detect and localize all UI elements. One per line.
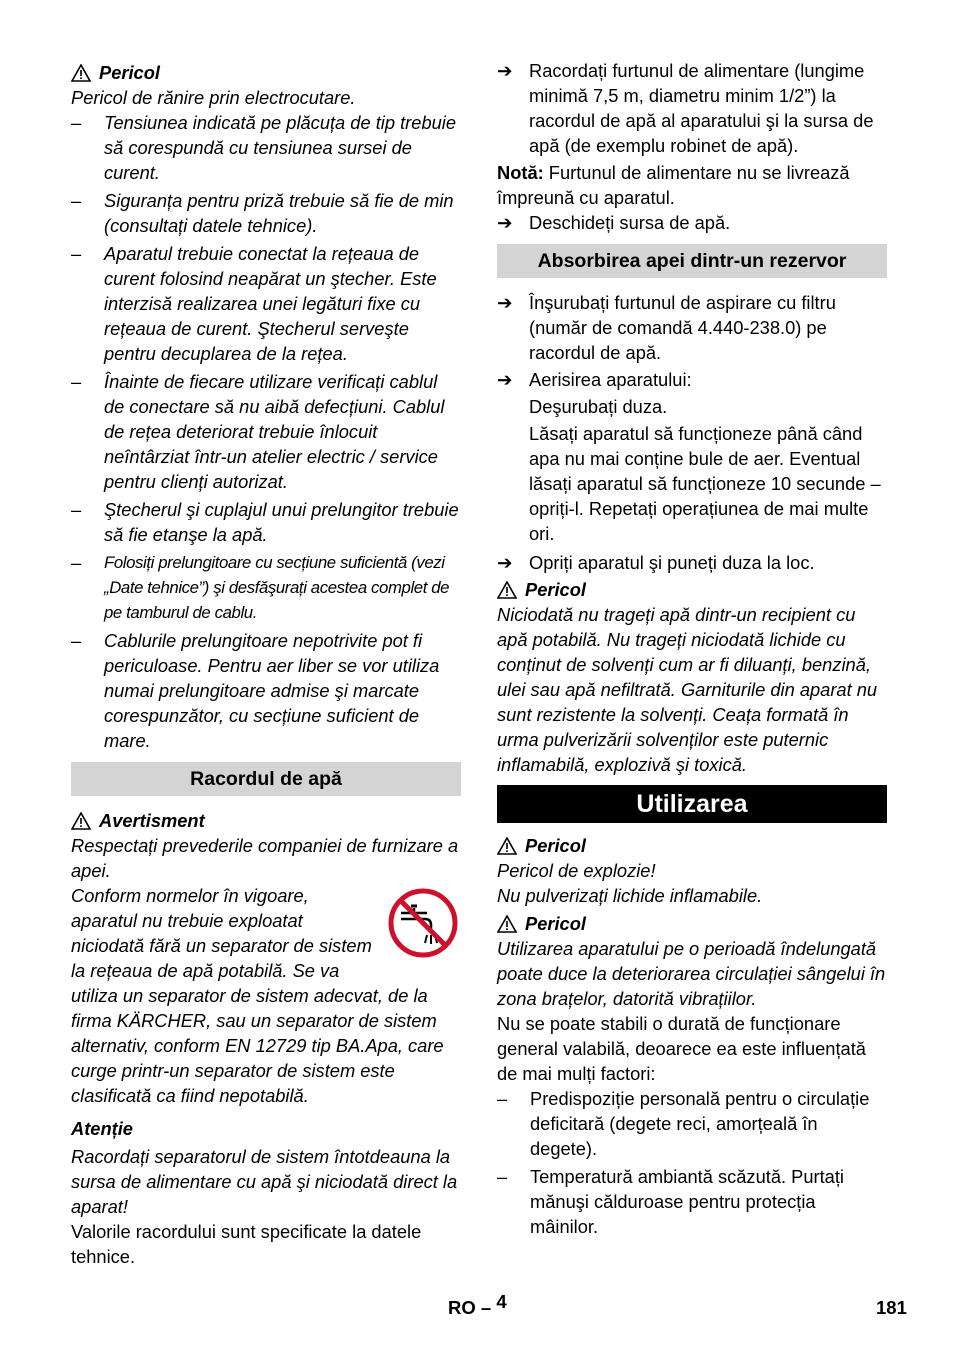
separator-text: Conform normelor în vigoare, aparatul nu trebuie exploatat niciodată fără un separator de sistem la rețeaua de apă potabilă. Se va utiliza un separator de sistem adecvat, de la firma KÄRCHER, sau un separator de sistem alternativ, conform EN 12729 tip BA.Apa, care curge printr-un separator de sistem este clasificată ca fiind nepotabilă.: [71, 885, 444, 1106]
danger-text: Utilizarea aparatului pe o perioadă îndelungată poate duce la deteriorarea circulației sângelui în zona brațelor, datorită vibrațiilor.: [497, 938, 886, 1009]
list-item-text: Cablurile prelungitoare nepotrivite pot fi periculoase. Pentru aer liber se vor utiliza numai prelungitoare admise şi marcate corespunzător, cu secțiune suficient de mare.: [104, 630, 440, 751]
danger-title: Pericol: [99, 62, 160, 83]
warning-triangle-icon: [497, 581, 517, 599]
warning-triangle-icon: [497, 837, 517, 855]
danger-heading: [71, 60, 461, 85]
section-heading-water: Racordul de apă: [71, 762, 461, 796]
warning-triangle-icon: [71, 64, 91, 82]
danger-text: Pericol de explozie!: [497, 860, 656, 881]
danger-text: Nu pulverizați lichide inflamabile.: [497, 885, 763, 906]
list-item-text: Tensiunea indicată pe plăcuța de tip trebuie să corespundă cu tensiunea sursei de curent.: [104, 112, 457, 183]
list-item-text: Ştecherul şi cuplajul unui prelungitor trebuie să fie etanşe la apă.: [104, 499, 459, 545]
step-text: Aerisirea aparatului:: [529, 369, 692, 390]
note: [497, 160, 887, 210]
note-label: Notă:: [497, 162, 544, 183]
arrow-right-icon: ➔: [497, 369, 513, 390]
step-item: [497, 210, 887, 235]
attention-text: Racordați separatorul de sistem întotdeauna la sursa de alimentare cu apă şi niciodată direct la aparat!: [71, 1146, 458, 1217]
step-text: Înşurubați furtunul de aspirare cu filtru (număr de comandă 4.440-238.0) pe racordul de apă.: [529, 292, 836, 363]
list-item: – Cablurile prelungitoare nepotrivite pot fi periculoase. Pentru aer liber se vor utiliza numai prelungitoare admise şi marcate corespunzător, cu secțiune suficient de mare.: [71, 628, 461, 753]
danger-title: Pericol: [525, 913, 586, 934]
list-item-text: Aparatul trebuie conectat la rețeaua de curent folosind neapărat un ştecher. Este interzisă realizarea unei legături fixe cu rețeaua de curent. Ştecherul serveşte pentru decuplarea de la rețea.: [104, 243, 437, 364]
footer-section: [448, 1291, 507, 1319]
footer-section-page: 4: [496, 1291, 507, 1312]
danger-title: Pericol: [525, 835, 586, 856]
arrow-right-icon: ➔: [497, 552, 513, 573]
arrow-right-icon: ➔: [497, 292, 513, 313]
list-item: – Ştecherul şi cuplajul unui prelungitor trebuie să fie etanşe la apă.: [71, 497, 461, 547]
warning-triangle-icon: [497, 915, 517, 933]
arrow-right-icon: ➔: [497, 60, 513, 81]
left-column: [71, 58, 461, 1269]
warning-heading: [71, 808, 461, 833]
step-text: Racordați furtunul de alimentare (lungime minimă 7,5 m, diametru minim 1/2”) la racordul de apă al aparatului şi la sursa de apă (de exemplu robinet de apă).: [529, 60, 874, 156]
danger-heading: [497, 577, 887, 602]
list-item: – Tensiunea indicată pe plăcuța de tip trebuie să corespundă cu tensiunea sursei de curent.: [71, 110, 461, 185]
body-text: Nu se poate stabili o durată de funcționare general valabilă, deoarece ea este influențată de mai mulți factori:: [497, 1013, 866, 1084]
danger-heading: [497, 833, 887, 858]
list-item: – Înainte de fiecare utilizare verificați cablul de conectare să nu aibă defecțiuni. Cablul de rețea deteriorat trebuie înlocuit neîntârziat într-un atelier electric / service pentru clienți autorizat.: [71, 369, 461, 494]
attention-title: Atenție: [71, 1118, 133, 1139]
step-substep: Lăsați aparatul să funcționeze până când apa nu mai conține bule de aer. Eventual lăsați aparatul să funcționeze 10 secunde – opriți-l. Repetați operațiunea de mai multe ori.: [529, 423, 881, 544]
list-item-text: Predispoziție personală pentru o circulație deficitară (degete reci, amorțeală în degete).: [530, 1088, 870, 1159]
list-item: – Folosiți prelungitoare cu secțiune suficientă (vezi „Date tehnice”) şi desfăşurați acestea complet de pe tamburul de cablu.: [71, 550, 461, 625]
note-text: Furtunul de alimentare nu se livrează împreună cu aparatul.: [497, 162, 850, 208]
list-item-text: Înainte de fiecare utilizare verificați cablul de conectare să nu aibă defecțiuni. Cablul de rețea deteriorat trebuie înlocuit neîntârziat într-un atelier electric / service pentru clienți autorizat.: [104, 371, 445, 492]
step-substep: Deşurubați duza.: [529, 396, 668, 417]
step-item: [497, 367, 887, 392]
right-column: [497, 58, 887, 1242]
step-text: Deschideți sursa de apă.: [529, 212, 731, 233]
list-item: – Predispoziție personală pentru o circulație deficitară (degete reci, amorțeală în degete).: [497, 1086, 887, 1161]
warning-text: Respectați prevederile companiei de furnizare a apei.: [71, 835, 459, 881]
list-item-text: Temperatură ambiantă scăzută. Purtați mănuşi călduroase pentru protecția mâinilor.: [530, 1166, 844, 1237]
step-text: Opriți aparatul şi puneți duza la loc.: [529, 552, 815, 573]
step-item: [497, 58, 887, 158]
footer-lang: RO: [448, 1297, 476, 1318]
danger-text: Niciodată nu trageți apă dintr-un recipient cu apă potabilă. Nu trageți niciodată lichide cu conținut de solvenți cum ar fi diluanți, benzină, ulei sau apă nefiltrată. Garniturile din aparat nu sunt rezistente la solvenți. Ceața formată în urma pulverizării solvenților este puternic inflamabilă, explozivă şi toxică.: [497, 604, 878, 775]
list-item: – Siguranța pentru priză trebuie să fie de min (consultați datele tehnice).: [71, 188, 461, 238]
list-item-text: Folosiți prelungitoare cu secțiune suficientă (vezi „Date tehnice”) şi desfăşurați acestea complet de pe tamburul de cablu.: [104, 553, 450, 622]
footer-sep: –: [480, 1297, 492, 1318]
step-item: [497, 550, 887, 575]
values-text: Valorile racordului sunt specificate la datele tehnice.: [71, 1221, 422, 1267]
danger-text: Pericol de rănire prin electrocutare.: [71, 87, 356, 108]
step-item: [497, 290, 887, 365]
danger-heading: [497, 911, 887, 936]
list-item: – Temperatură ambiantă scăzută. Purtați mănuşi călduroase pentru protecția mâinilor.: [497, 1164, 887, 1239]
chapter-heading: Utilizarea: [497, 785, 887, 823]
page-number: 181: [876, 1297, 907, 1318]
section-heading-tank: Absorbirea apei dintr-un rezervor: [497, 244, 887, 278]
list-item: – Aparatul trebuie conectat la rețeaua de curent folosind neapărat un ştecher. Este interzisă realizarea unei legături fixe cu rețeaua de curent. Ştecherul serveşte pentru decuplarea de la rețea.: [71, 241, 461, 366]
separator-paragraph: [71, 883, 461, 1108]
warning-triangle-icon: [71, 812, 91, 830]
danger-title: Pericol: [525, 579, 586, 600]
arrow-right-icon: ➔: [497, 212, 513, 233]
no-drinking-water-connection-icon: [387, 887, 459, 959]
list-item-text: Siguranța pentru priză trebuie să fie de min (consultați datele tehnice).: [104, 190, 454, 236]
warning-title: Avertisment: [99, 810, 205, 831]
